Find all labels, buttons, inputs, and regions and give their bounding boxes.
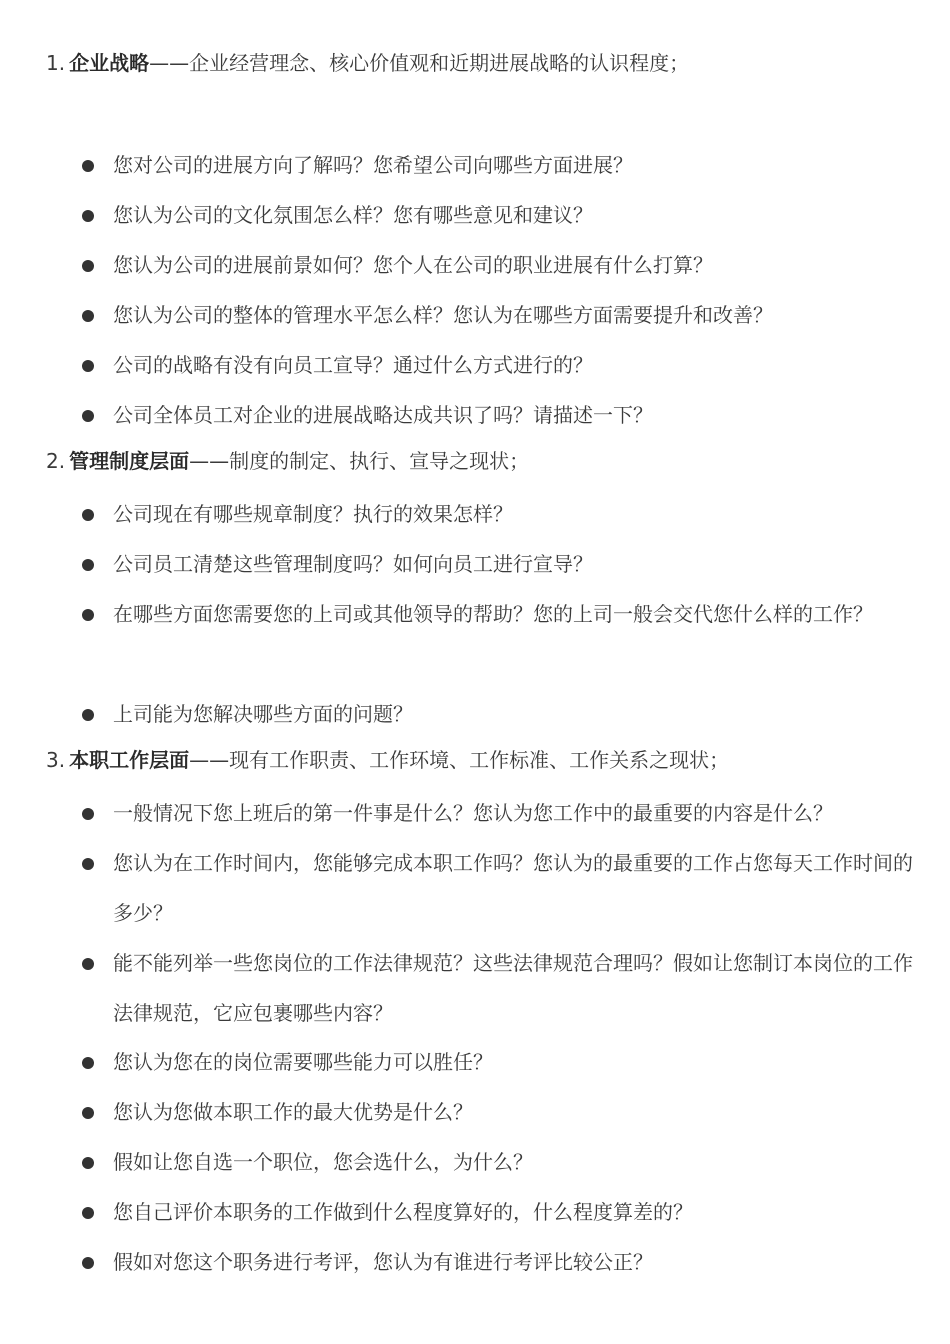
list-item-text: 您认为公司的文化氛围怎么样？您有哪些意见和建议？ <box>113 203 593 227</box>
bullet-icon <box>82 609 94 621</box>
section-title: 本职工作层面 <box>69 748 190 772</box>
section-heading-2 <box>46 447 529 475</box>
list-item-text: 公司全体员工对企业的进展战略达成共识了吗？请描述一下？ <box>113 403 653 427</box>
section-heading-1 <box>46 49 689 77</box>
section-number: 2. <box>46 449 66 473</box>
list-item-text: 您认为您做本职工作的最大优势是什么？ <box>113 1100 473 1124</box>
list-item-text: 您对公司的进展方向了解吗？您希望公司向哪些方面进展？ <box>113 153 633 177</box>
bullet-icon <box>82 858 94 870</box>
bullet-icon <box>82 509 94 521</box>
list-item-text: 上司能为您解决哪些方面的问题？ <box>113 702 413 726</box>
list-item-text: 假如让您自选一个职位，您会选什么，为什么？ <box>113 1150 533 1174</box>
section-heading-3 <box>46 746 729 774</box>
list-item-text: 您认为您在的岗位需要哪些能力可以胜任？ <box>113 1050 493 1074</box>
bullet-icon <box>82 310 94 322</box>
section-description: ——制度的制定、执行、宣导之现状； <box>189 449 530 473</box>
list-item-text: 假如对您这个职务进行考评，您认为有谁进行考评比较公正？ <box>113 1250 653 1274</box>
section-description: ——现有工作职责、工作环境、工作标准、工作关系之现状； <box>189 748 730 772</box>
list-item-text: 您认为在工作时间内，您能够完成本职工作吗？您认为的最重要的工作占您每天工作时间的多少？ <box>113 851 913 925</box>
bullet-icon <box>82 360 94 372</box>
list-item-text: 在哪些方面您需要您的上司或其他领导的帮助？您的上司一般会交代您什么样的工作？ <box>113 602 873 626</box>
section-title: 企业战略 <box>69 51 150 75</box>
bullet-icon <box>82 1257 94 1269</box>
bullet-icon <box>82 709 94 721</box>
list-item-text: 公司员工清楚这些管理制度吗？如何向员工进行宣导？ <box>113 552 593 576</box>
list-item-text: 您认为公司的进展前景如何？您个人在公司的职业进展有什么打算？ <box>113 253 713 277</box>
list-item-text: 一般情况下您上班后的第一件事是什么？您认为您工作中的最重要的内容是什么？ <box>113 801 833 825</box>
list-item-text: 公司的战略有没有向员工宣导？通过什么方式进行的？ <box>113 353 593 377</box>
bullet-icon <box>82 559 94 571</box>
list-item-text: 您自己评价本职务的工作做到什么程度算好的，什么程度算差的？ <box>113 1200 693 1224</box>
section-number: 3. <box>46 748 66 772</box>
bullet-icon <box>82 1107 94 1119</box>
list-item-text: 能不能列举一些您岗位的工作法律规范？这些法律规范合理吗？假如让您制订本岗位的工作法律规范，它应包裹哪些内容？ <box>113 951 913 1025</box>
section-title: 管理制度层面 <box>69 449 190 473</box>
bullet-icon <box>82 808 94 820</box>
list-item-text: 公司现在有哪些规章制度？执行的效果怎样？ <box>113 502 513 526</box>
bullet-icon <box>82 1157 94 1169</box>
list-item-text: 您认为公司的整体的管理水平怎么样？您认为在哪些方面需要提升和改善？ <box>113 303 773 327</box>
bullet-icon <box>82 1207 94 1219</box>
section-number: 1. <box>46 51 66 75</box>
section-description: ——企业经营理念、核心价值观和近期进展战略的认识程度； <box>149 51 690 75</box>
bullet-icon <box>82 958 94 970</box>
bullet-icon <box>82 160 94 172</box>
bullet-icon <box>82 260 94 272</box>
bullet-icon <box>82 410 94 422</box>
bullet-icon <box>82 210 94 222</box>
bullet-icon <box>82 1057 94 1069</box>
